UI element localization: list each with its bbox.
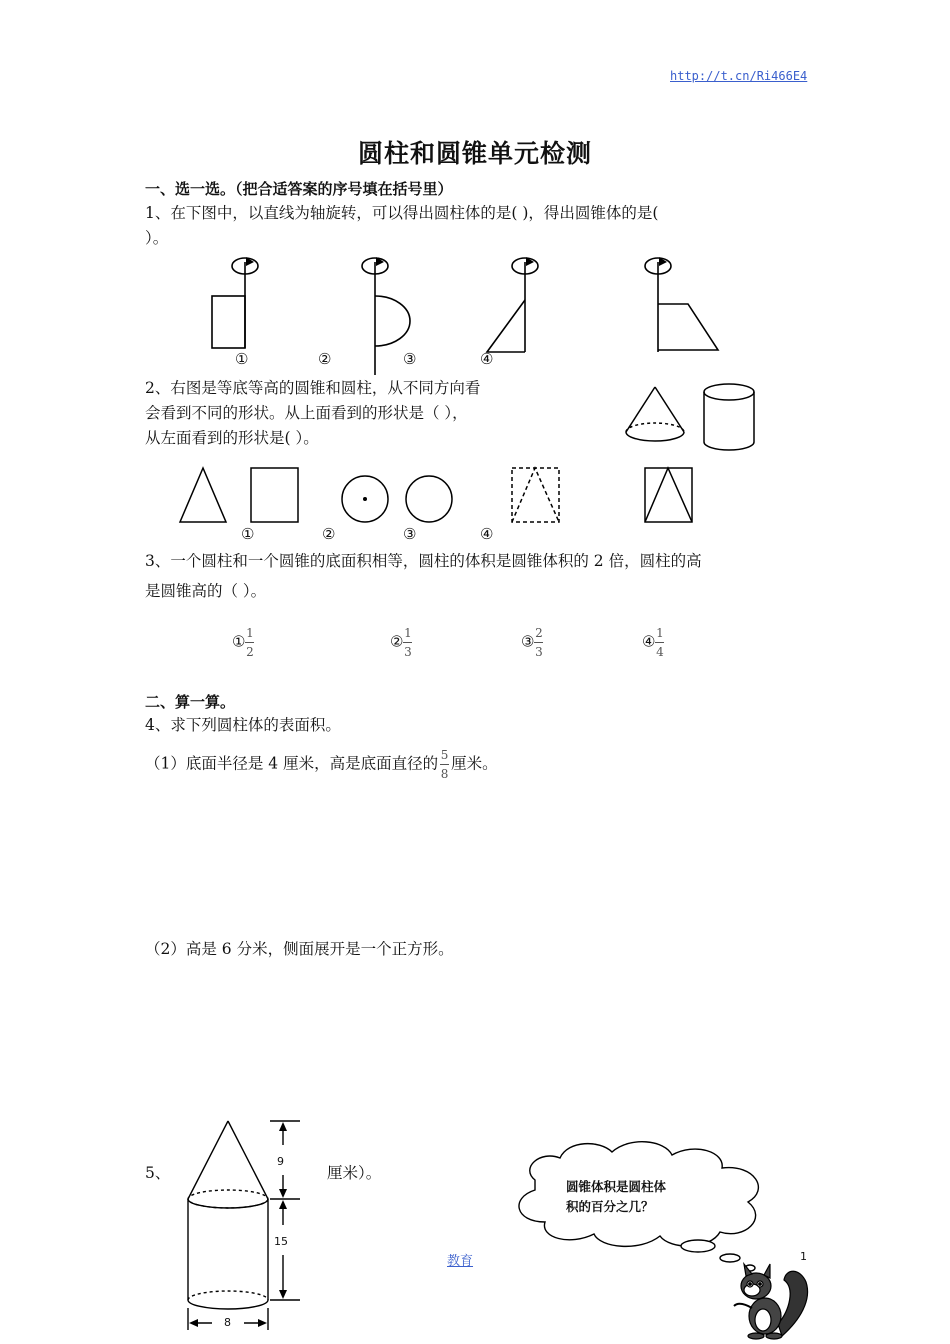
q5-cylinder-height-label: 15 bbox=[274, 1235, 288, 1248]
q5-unit-text: 厘米）。 bbox=[327, 1164, 382, 1182]
q3-line2: 是圆锥高的（ ）。 bbox=[145, 582, 267, 600]
q1-label-2: ② bbox=[318, 350, 332, 368]
q2-label-2: ② bbox=[322, 525, 336, 543]
q3-line1: 3、一个圆柱和一个圆锥的底面积相等，圆柱的体积是圆锥体积的 2 倍，圆柱的高 bbox=[145, 552, 702, 570]
cloud-text-line2: 积的百分之几？ bbox=[566, 1199, 654, 1214]
q2-label-3: ③ bbox=[403, 525, 417, 543]
q3-option-4: ④ $\frac{1}{4}$ bbox=[642, 626, 664, 659]
q1-label-3: ③ bbox=[403, 350, 417, 368]
page-number: 1 bbox=[800, 1250, 807, 1263]
section-2-heading: 二、算一算。 bbox=[145, 693, 236, 711]
section-1-heading: 一、选一选。（把合适答案的序号填在括号里） bbox=[145, 180, 453, 198]
q4-part1: （1）底面半径是 4 厘米，高是底面直径的 $\frac{5}{8}$ 厘米。 bbox=[145, 748, 498, 781]
q1-label-4: ④ bbox=[480, 350, 494, 368]
footer-link[interactable]: 教育 bbox=[447, 1254, 474, 1269]
q5-cone-height-label: 9 bbox=[277, 1155, 284, 1168]
header-link[interactable]: http://t.cn/Ri466E4 bbox=[670, 69, 808, 83]
q3-option-1: ① $\frac{1}{2}$ bbox=[232, 626, 254, 659]
q1-label-1: ① bbox=[235, 350, 249, 368]
q3-option-3: ③ $\frac{2}{3}$ bbox=[521, 626, 543, 659]
cloud-text-line1: 圆锥体积是圆柱体 bbox=[566, 1179, 667, 1194]
q3-option-2: ② $\frac{1}{3}$ bbox=[390, 626, 412, 659]
q1-line2: ）。 bbox=[145, 229, 169, 247]
q2-line3: 从左面看到的形状是( ）。 bbox=[145, 429, 319, 447]
q1-line1: 1、在下图中，以直线为轴旋转，可以得出圆柱体的是( )，得出圆锥体的是( bbox=[145, 204, 659, 222]
q2-label-4: ④ bbox=[480, 525, 494, 543]
q2-label-1: ① bbox=[241, 525, 255, 543]
q5-diameter-label: 8 bbox=[224, 1316, 231, 1329]
page-title: 圆柱和圆锥单元检测 bbox=[357, 139, 592, 168]
q4-part2: （2）高是 6 分米，侧面展开是一个正方形。 bbox=[145, 940, 454, 958]
q5-number: 5、 bbox=[145, 1164, 171, 1182]
q2-line1: 2、右图是等底等高的圆锥和圆柱，从不同方向看 bbox=[145, 379, 481, 397]
q2-line2: 会看到不同的形状。从上面看到的形状是（ ）， bbox=[145, 404, 468, 422]
q4-title: 4、求下列圆柱体的表面积。 bbox=[145, 716, 341, 734]
